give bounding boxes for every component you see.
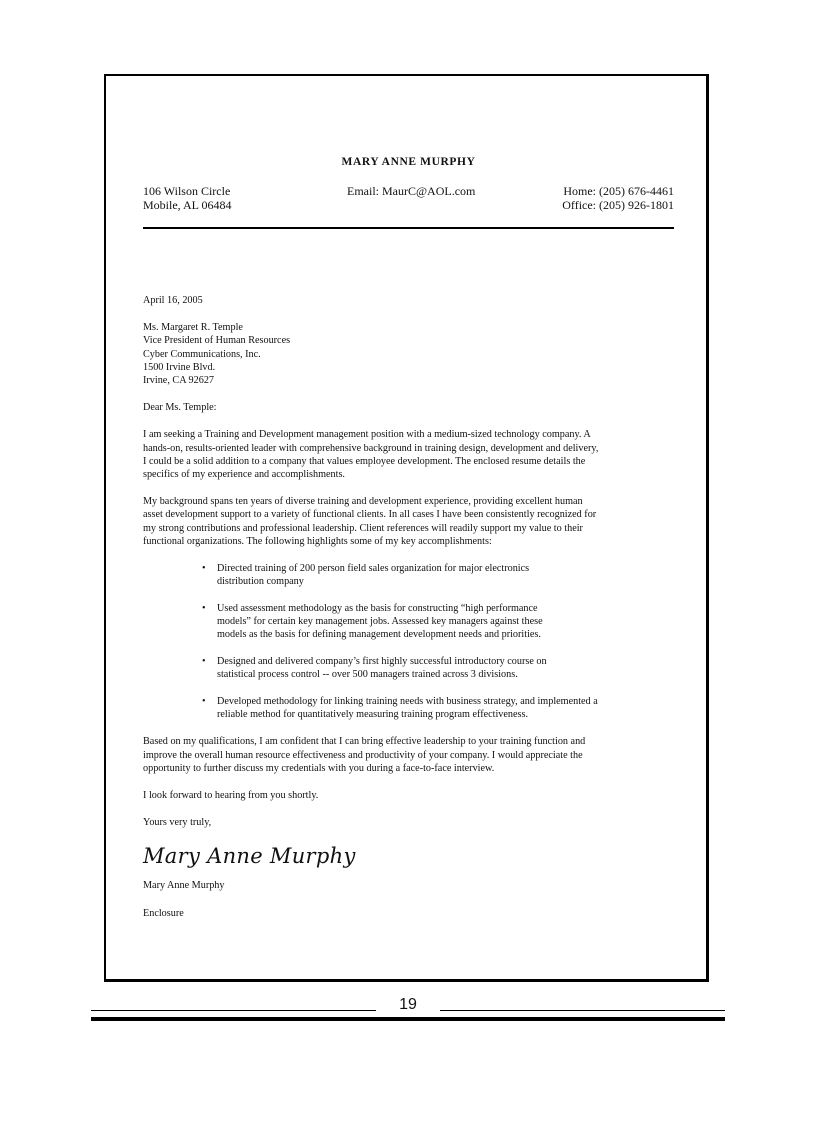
sender-phones [562, 184, 674, 212]
header-divider [143, 227, 674, 229]
bullet-icon: • [202, 602, 206, 614]
list-item-line: distribution company [217, 576, 304, 588]
paragraph-1 [143, 428, 674, 481]
address-line-2: Mobile, AL 06484 [143, 198, 232, 212]
office-phone: Office: (205) 926-1801 [562, 198, 674, 212]
list-item [202, 562, 674, 588]
salutation: Dear Ms. Temple: [143, 402, 217, 414]
closing: Yours very truly, [143, 817, 212, 829]
paragraph-line: my strong contributions and professional leadership. Client references will readily support my value to their [143, 522, 583, 534]
paragraph-line: Based on my qualifications, I am confident that I can bring effective leadership to your training function and [143, 736, 586, 748]
enclosure-note: Enclosure [143, 907, 184, 919]
letter-body [143, 294, 674, 934]
list-item-line: models” for certain key management jobs. Assessed key managers against these [217, 616, 543, 628]
paragraph-line: I could be a solid addition to a company that values employee development. The enclosed resume details the [143, 455, 586, 467]
paragraph-line: improve the overall human resource effectiveness and productivity of your company. I would appreciate the [143, 749, 583, 761]
list-item-line: Designed and delivered company’s first highly successful introductory course on [217, 656, 547, 668]
paragraph-line: functional organizations. The following highlights some of my key accomplishments: [143, 535, 492, 547]
paragraph-line: specifics of my experience and accomplishments. [143, 469, 345, 481]
paragraph-3 [143, 735, 674, 775]
list-item-line: statistical process control -- over 500 managers trained across 3 divisions. [217, 669, 518, 681]
list-item [202, 695, 674, 721]
accomplishment-list [143, 562, 674, 721]
footer-rule-thick [91, 1017, 725, 1021]
recipient-line: Vice President of Human Resources [143, 335, 291, 347]
list-item [202, 602, 674, 642]
list-item-line: Used assessment methodology as the basis for constructing “high performance [217, 602, 538, 614]
bullet-icon: • [202, 695, 206, 707]
list-item-line: models as the basis for defining management development needs and priorities. [217, 629, 541, 641]
list-item-line: reliable method for quantitatively measuring training program effectiveness. [217, 709, 528, 721]
list-item-line: Directed training of 200 person field sales organization for major electronics [217, 563, 530, 575]
footer-rule-right [440, 1010, 725, 1011]
paragraph-line: I am seeking a Training and Development management position with a medium-sized technology company. A [143, 429, 591, 441]
page-number: 19 [399, 996, 417, 1013]
bullet-icon: • [202, 656, 206, 668]
recipient-block [143, 321, 674, 387]
paragraph-4: I look forward to hearing from you shortly. [143, 789, 319, 801]
address-line-1: 106 Wilson Circle [143, 184, 231, 198]
page-footer [91, 996, 725, 1024]
sender-name-heading: MARY ANNE MURPHY [341, 156, 476, 168]
handwritten-signature: Mary Anne Murphy [143, 844, 356, 869]
paragraph-line: My background spans ten years of diverse training and development experience, providing excellent human [143, 496, 583, 508]
sender-address [143, 184, 232, 212]
paragraph-line: asset development support to a variety of functional clients. In all cases I have been consistently recognized for [143, 509, 597, 521]
recipient-line: Ms. Margaret R. Temple [143, 322, 243, 334]
list-item-line: Developed methodology for linking training needs with business strategy, and implemented a [217, 695, 598, 707]
recipient-line: 1500 Irvine Blvd. [143, 361, 216, 373]
recipient-line: Irvine, CA 92627 [143, 375, 215, 387]
paragraph-2 [143, 495, 674, 548]
bullet-icon: • [202, 563, 206, 575]
list-item [202, 655, 674, 681]
letter-date: April 16, 2005 [143, 295, 203, 306]
page-frame [104, 74, 709, 982]
sender-email: Email: MaurC@AOL.com [347, 184, 476, 198]
home-phone: Home: (205) 676-4461 [563, 184, 674, 198]
paragraph-line: opportunity to further discuss my credentials with you during a face-to-face interview. [143, 762, 495, 774]
paragraph-line: hands-on, results-oriented leader with comprehensive background in training design, development and delivery, [143, 442, 599, 454]
recipient-line: Cyber Communications, Inc. [143, 348, 261, 360]
footer-rule-left [91, 1010, 376, 1011]
typed-name: Mary Anne Murphy [143, 880, 225, 892]
